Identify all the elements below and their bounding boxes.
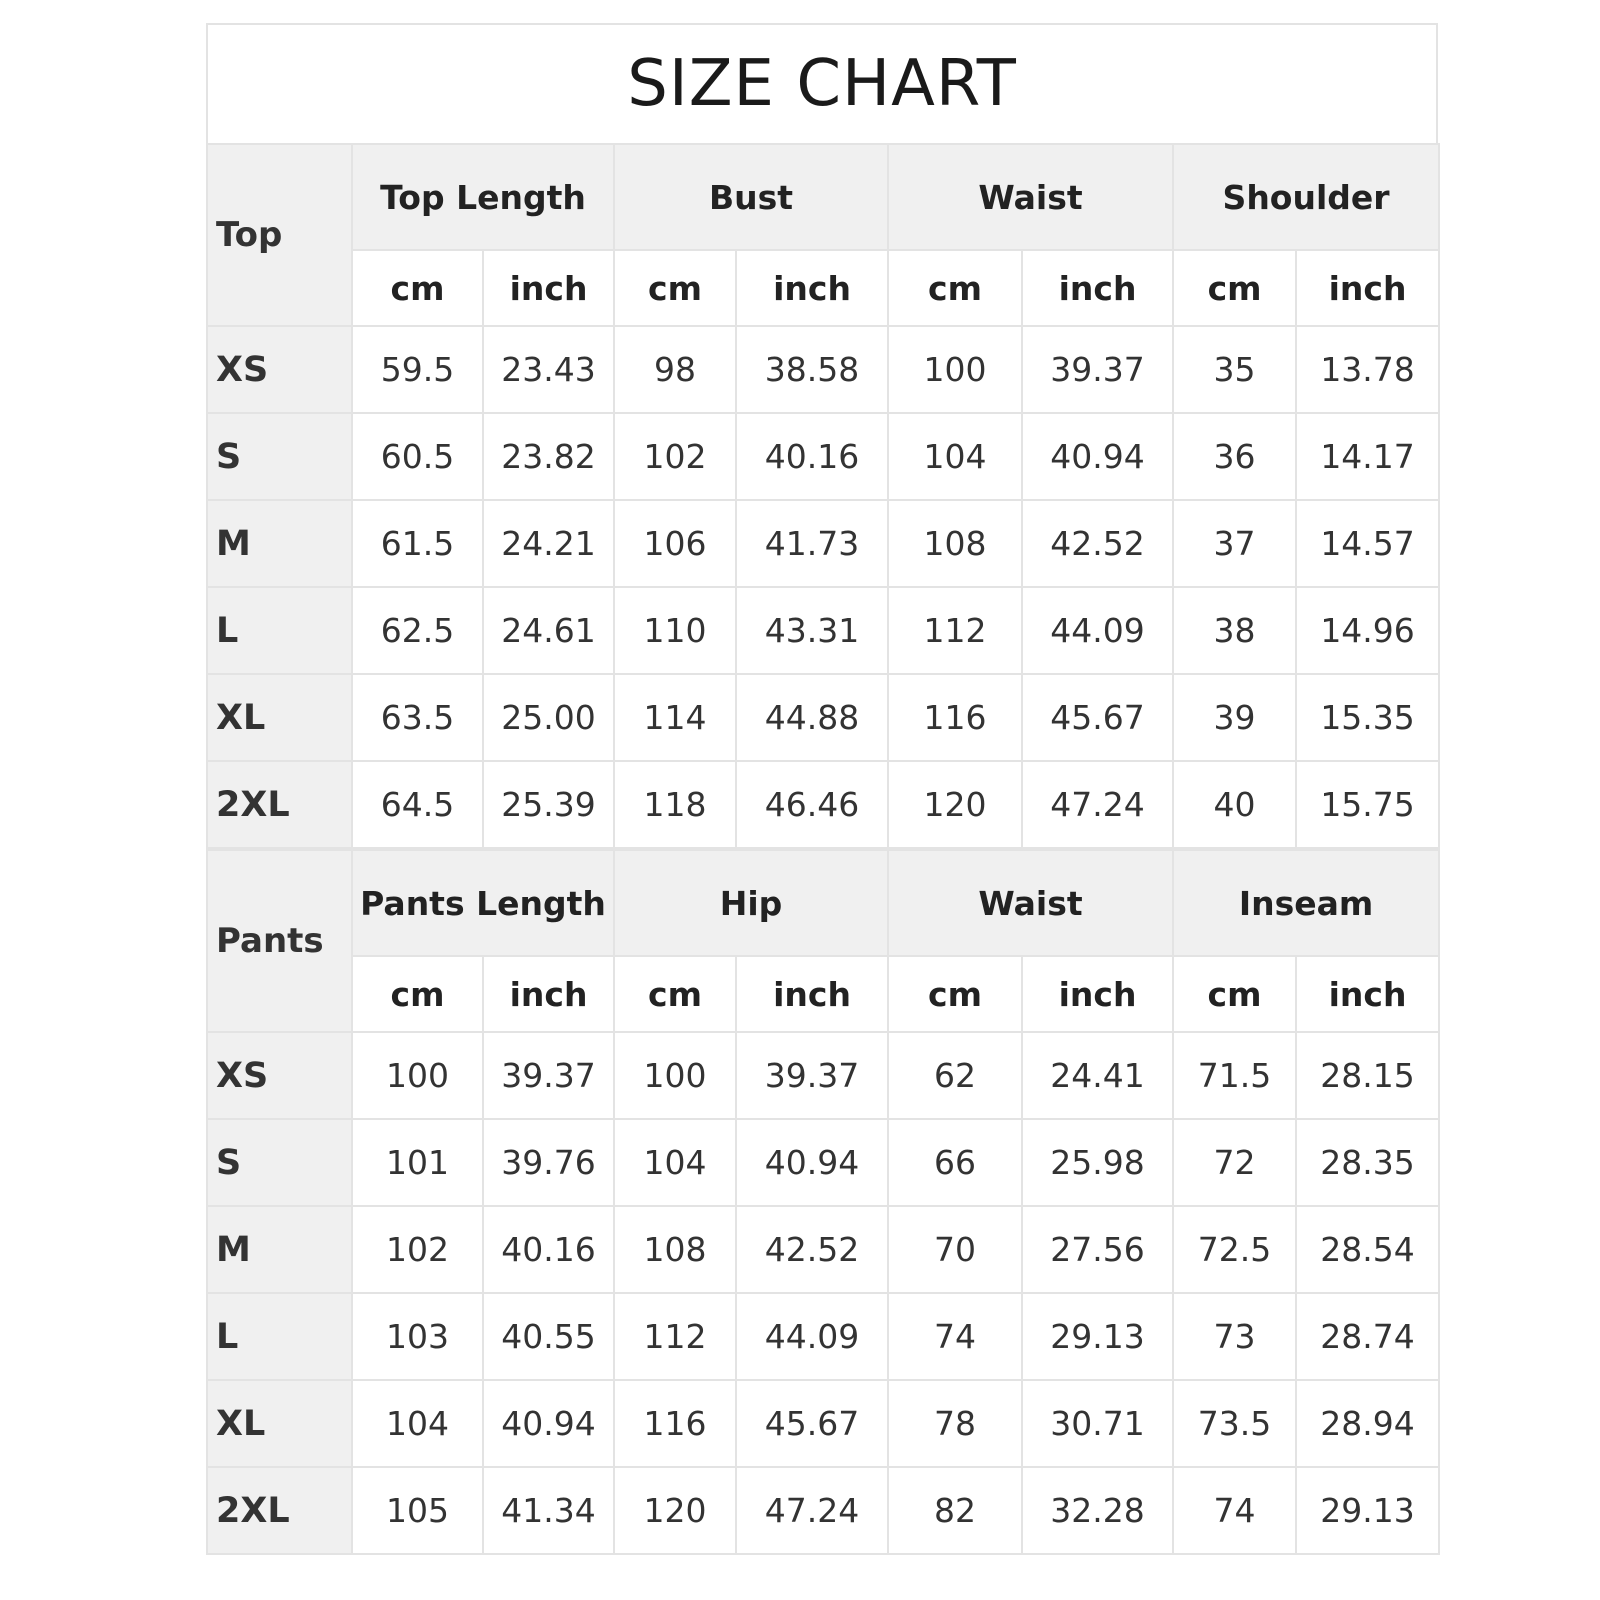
pants-value-cell: 39.76	[483, 1119, 614, 1206]
top-section-label: Top	[207, 144, 352, 326]
top-value-cell: 13.78	[1296, 326, 1439, 413]
top-value-cell: 44.88	[736, 674, 888, 761]
top-value-cell: 108	[888, 500, 1022, 587]
pants-value-cell: 32.28	[1022, 1467, 1173, 1554]
pants-value-cell: 29.13	[1022, 1293, 1173, 1380]
top-unit-header: inch	[1296, 250, 1439, 326]
pants-value-cell: 74	[888, 1293, 1022, 1380]
pants-table-row	[207, 1206, 1439, 1293]
top-value-cell: 112	[888, 587, 1022, 674]
pants-value-cell: 105	[352, 1467, 483, 1554]
pants-table-row	[207, 1032, 1439, 1119]
pants-size-label: 2XL	[207, 1467, 352, 1554]
pants-group-header: Hip	[614, 850, 888, 956]
pants-size-label: XS	[207, 1032, 352, 1119]
top-value-cell: 59.5	[352, 326, 483, 413]
top-value-cell: 46.46	[736, 761, 888, 848]
top-value-cell: 25.39	[483, 761, 614, 848]
pants-value-cell: 62	[888, 1032, 1022, 1119]
pants-group-header: Pants Length	[352, 850, 614, 956]
top-unit-header-row	[207, 250, 1439, 326]
top-value-cell: 38.58	[736, 326, 888, 413]
top-unit-header: inch	[1022, 250, 1173, 326]
pants-value-cell: 103	[352, 1293, 483, 1380]
pants-size-label: XL	[207, 1380, 352, 1467]
pants-table-row	[207, 1293, 1439, 1380]
pants-value-cell: 27.56	[1022, 1206, 1173, 1293]
pants-size-label: L	[207, 1293, 352, 1380]
top-value-cell: 15.35	[1296, 674, 1439, 761]
pants-value-cell: 40.94	[483, 1380, 614, 1467]
top-group-header: Top Length	[352, 144, 614, 250]
pants-section-label: Pants	[207, 850, 352, 1032]
pants-value-cell: 72.5	[1173, 1206, 1296, 1293]
top-value-cell: 14.57	[1296, 500, 1439, 587]
pants-value-cell: 40.55	[483, 1293, 614, 1380]
pants-value-cell: 104	[614, 1119, 736, 1206]
top-unit-header: inch	[736, 250, 888, 326]
top-value-cell: 118	[614, 761, 736, 848]
pants-value-cell: 39.37	[736, 1032, 888, 1119]
pants-value-cell: 73	[1173, 1293, 1296, 1380]
top-group-header: Bust	[614, 144, 888, 250]
pants-unit-header: cm	[1173, 956, 1296, 1032]
top-value-cell: 110	[614, 587, 736, 674]
pants-value-cell: 101	[352, 1119, 483, 1206]
top-value-cell: 63.5	[352, 674, 483, 761]
pants-value-cell: 66	[888, 1119, 1022, 1206]
pants-unit-header: inch	[736, 956, 888, 1032]
pants-unit-header-row	[207, 956, 1439, 1032]
pants-unit-header: inch	[1022, 956, 1173, 1032]
top-unit-header: cm	[352, 250, 483, 326]
top-value-cell: 64.5	[352, 761, 483, 848]
pants-value-cell: 102	[352, 1206, 483, 1293]
top-value-cell: 43.31	[736, 587, 888, 674]
top-value-cell: 40.16	[736, 413, 888, 500]
pants-value-cell: 78	[888, 1380, 1022, 1467]
pants-value-cell: 72	[1173, 1119, 1296, 1206]
pants-value-cell: 82	[888, 1467, 1022, 1554]
pants-value-cell: 28.35	[1296, 1119, 1439, 1206]
top-table-row	[207, 326, 1439, 413]
pants-value-cell: 47.24	[736, 1467, 888, 1554]
top-value-cell: 23.82	[483, 413, 614, 500]
top-value-cell: 98	[614, 326, 736, 413]
pants-value-cell: 73.5	[1173, 1380, 1296, 1467]
pants-value-cell: 71.5	[1173, 1032, 1296, 1119]
top-value-cell: 104	[888, 413, 1022, 500]
top-value-cell: 44.09	[1022, 587, 1173, 674]
top-value-cell: 60.5	[352, 413, 483, 500]
pants-table-row	[207, 1467, 1439, 1554]
pants-value-cell: 42.52	[736, 1206, 888, 1293]
top-size-label: XS	[207, 326, 352, 413]
pants-value-cell: 100	[352, 1032, 483, 1119]
top-value-cell: 23.43	[483, 326, 614, 413]
pants-group-header: Waist	[888, 850, 1173, 956]
top-table	[206, 143, 1440, 849]
pants-value-cell: 30.71	[1022, 1380, 1173, 1467]
chart-title: SIZE CHART	[206, 23, 1438, 143]
top-value-cell: 42.52	[1022, 500, 1173, 587]
top-size-label: XL	[207, 674, 352, 761]
pants-value-cell: 112	[614, 1293, 736, 1380]
pants-table	[206, 849, 1440, 1555]
pants-value-cell: 40.16	[483, 1206, 614, 1293]
top-value-cell: 25.00	[483, 674, 614, 761]
pants-value-cell: 120	[614, 1467, 736, 1554]
top-value-cell: 15.75	[1296, 761, 1439, 848]
top-group-header-row	[207, 144, 1439, 250]
top-value-cell: 24.21	[483, 500, 614, 587]
pants-value-cell: 25.98	[1022, 1119, 1173, 1206]
top-value-cell: 100	[888, 326, 1022, 413]
top-value-cell: 24.61	[483, 587, 614, 674]
top-value-cell: 114	[614, 674, 736, 761]
top-table-row	[207, 587, 1439, 674]
top-unit-header: cm	[888, 250, 1022, 326]
top-group-header: Waist	[888, 144, 1173, 250]
top-table-row	[207, 761, 1439, 848]
top-value-cell: 120	[888, 761, 1022, 848]
top-unit-header: cm	[614, 250, 736, 326]
pants-value-cell: 28.54	[1296, 1206, 1439, 1293]
pants-value-cell: 108	[614, 1206, 736, 1293]
top-value-cell: 37	[1173, 500, 1296, 587]
top-table-row	[207, 674, 1439, 761]
top-value-cell: 61.5	[352, 500, 483, 587]
top-table-row	[207, 413, 1439, 500]
top-value-cell: 35	[1173, 326, 1296, 413]
pants-value-cell: 116	[614, 1380, 736, 1467]
top-value-cell: 116	[888, 674, 1022, 761]
top-value-cell: 39	[1173, 674, 1296, 761]
pants-value-cell: 44.09	[736, 1293, 888, 1380]
top-size-label: M	[207, 500, 352, 587]
top-size-label: L	[207, 587, 352, 674]
size-chart	[206, 23, 1438, 1555]
top-value-cell: 40	[1173, 761, 1296, 848]
pants-unit-header: cm	[352, 956, 483, 1032]
pants-value-cell: 28.94	[1296, 1380, 1439, 1467]
top-value-cell: 39.37	[1022, 326, 1173, 413]
top-value-cell: 45.67	[1022, 674, 1173, 761]
pants-value-cell: 28.15	[1296, 1032, 1439, 1119]
pants-unit-header: cm	[614, 956, 736, 1032]
pants-size-label: M	[207, 1206, 352, 1293]
top-unit-header: inch	[483, 250, 614, 326]
top-value-cell: 41.73	[736, 500, 888, 587]
pants-group-header: Inseam	[1173, 850, 1439, 956]
pants-value-cell: 29.13	[1296, 1467, 1439, 1554]
pants-unit-header: inch	[483, 956, 614, 1032]
top-value-cell: 40.94	[1022, 413, 1173, 500]
top-value-cell: 102	[614, 413, 736, 500]
top-value-cell: 14.96	[1296, 587, 1439, 674]
top-value-cell: 14.17	[1296, 413, 1439, 500]
pants-value-cell: 70	[888, 1206, 1022, 1293]
pants-table-row	[207, 1380, 1439, 1467]
pants-value-cell: 45.67	[736, 1380, 888, 1467]
top-value-cell: 106	[614, 500, 736, 587]
top-size-label: S	[207, 413, 352, 500]
pants-value-cell: 41.34	[483, 1467, 614, 1554]
top-value-cell: 47.24	[1022, 761, 1173, 848]
top-unit-header: cm	[1173, 250, 1296, 326]
pants-size-label: S	[207, 1119, 352, 1206]
top-value-cell: 36	[1173, 413, 1296, 500]
top-group-header: Shoulder	[1173, 144, 1439, 250]
pants-value-cell: 28.74	[1296, 1293, 1439, 1380]
pants-value-cell: 39.37	[483, 1032, 614, 1119]
pants-unit-header: inch	[1296, 956, 1439, 1032]
top-table-row	[207, 500, 1439, 587]
pants-value-cell: 40.94	[736, 1119, 888, 1206]
pants-value-cell: 24.41	[1022, 1032, 1173, 1119]
top-value-cell: 38	[1173, 587, 1296, 674]
top-size-label: 2XL	[207, 761, 352, 848]
top-value-cell: 62.5	[352, 587, 483, 674]
pants-value-cell: 100	[614, 1032, 736, 1119]
pants-unit-header: cm	[888, 956, 1022, 1032]
pants-group-header-row	[207, 850, 1439, 956]
pants-table-row	[207, 1119, 1439, 1206]
pants-value-cell: 74	[1173, 1467, 1296, 1554]
pants-value-cell: 104	[352, 1380, 483, 1467]
